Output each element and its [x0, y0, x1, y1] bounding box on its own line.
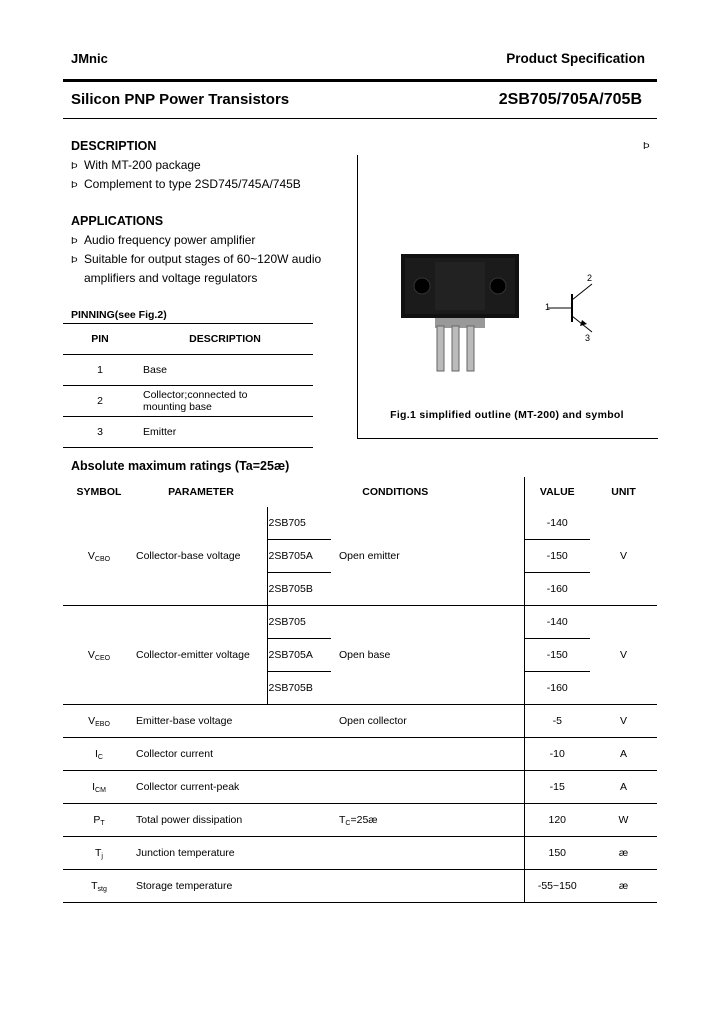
- applications-heading: APPLICATIONS: [71, 214, 164, 228]
- col-pin: PIN: [63, 324, 137, 355]
- description-heading: DESCRIPTION: [71, 139, 157, 153]
- table-row: $P_T$ Total power dissipation $T_C=25æ$ 120 W: [63, 804, 657, 837]
- application-item-cont: amplifiers and voltage regulators: [84, 271, 258, 285]
- title-rule: [63, 118, 657, 119]
- package-outline-image: [395, 250, 525, 375]
- part-number: 2SB705/705A/705B: [498, 91, 642, 108]
- table-row: $V_{EBO}$ Emitter-base voltage Open collector -5 V: [63, 705, 657, 738]
- pinning-table: [63, 324, 313, 448]
- bullet-icon: Þ: [71, 161, 78, 172]
- col-description: DESCRIPTION: [137, 324, 313, 355]
- table-row: 3 Emitter: [63, 417, 313, 448]
- table-row: $V_{CBO}$ Collector-base voltage 2SB705 Open emitter -140 V: [63, 507, 657, 540]
- description-item: Þ Complement to type 2SD745/745A/745B: [71, 177, 301, 191]
- table-row: $I_C$ Collector current -10 A: [63, 738, 657, 771]
- table-row: $T_j$ Junction temperature 150 æ: [63, 837, 657, 870]
- application-item: Þ Suitable for output stages of 60~120W audio: [71, 252, 322, 266]
- figure-caption: Fig.1 simplified outline (MT-200) and symbol: [390, 409, 624, 421]
- pin-label-2: 2: [587, 273, 593, 283]
- ratings-table: [63, 477, 657, 903]
- pin-label-3: 3: [585, 333, 591, 343]
- table-row: 2SB705A -150: [63, 540, 657, 573]
- col-symbol: SYMBOL: [76, 486, 122, 498]
- description-item: Þ With MT-200 package: [71, 158, 201, 172]
- col-parameter: PARAMETER: [168, 486, 234, 498]
- transistor-symbol-icon: [540, 270, 610, 345]
- application-item: Þ Audio frequency power amplifier: [71, 233, 256, 247]
- pinning-heading: PINNING(see Fig.2): [71, 309, 167, 321]
- table-row: 2SB705B -160: [63, 573, 657, 606]
- bullet-icon: Þ: [71, 180, 78, 191]
- col-conditions: CONDITIONS: [362, 486, 429, 498]
- bullet-icon: Þ: [71, 255, 78, 266]
- table-row: $I_{CM}$ Collector current-peak -15 A: [63, 771, 657, 804]
- company-name: JMnic: [71, 51, 108, 66]
- ratings-heading: Absolute maximum ratings (Ta=25æ): [71, 459, 290, 473]
- table-row: 1 Base: [63, 355, 313, 386]
- doc-title: Silicon PNP Power Transistors: [71, 91, 290, 108]
- table-row: 2SB705A -150: [63, 639, 657, 672]
- table-row: 2SB705B -160: [63, 672, 657, 705]
- pin-label-1: 1: [545, 302, 551, 312]
- table-row: $T_{stg}$ Storage temperature -55~150 æ: [63, 870, 657, 903]
- table-row: 2 Collector;connected to mounting base: [63, 386, 313, 417]
- col-unit: UNIT: [611, 486, 636, 498]
- table-row: $V_{CEO}$ Collector-emitter voltage 2SB705 Open base -140 V: [63, 606, 657, 639]
- header-rule: [63, 79, 657, 82]
- corner-mark: Þ: [643, 141, 650, 152]
- bullet-icon: Þ: [71, 236, 78, 247]
- spec-label: Product Specification: [506, 51, 645, 66]
- col-value: VALUE: [524, 477, 590, 507]
